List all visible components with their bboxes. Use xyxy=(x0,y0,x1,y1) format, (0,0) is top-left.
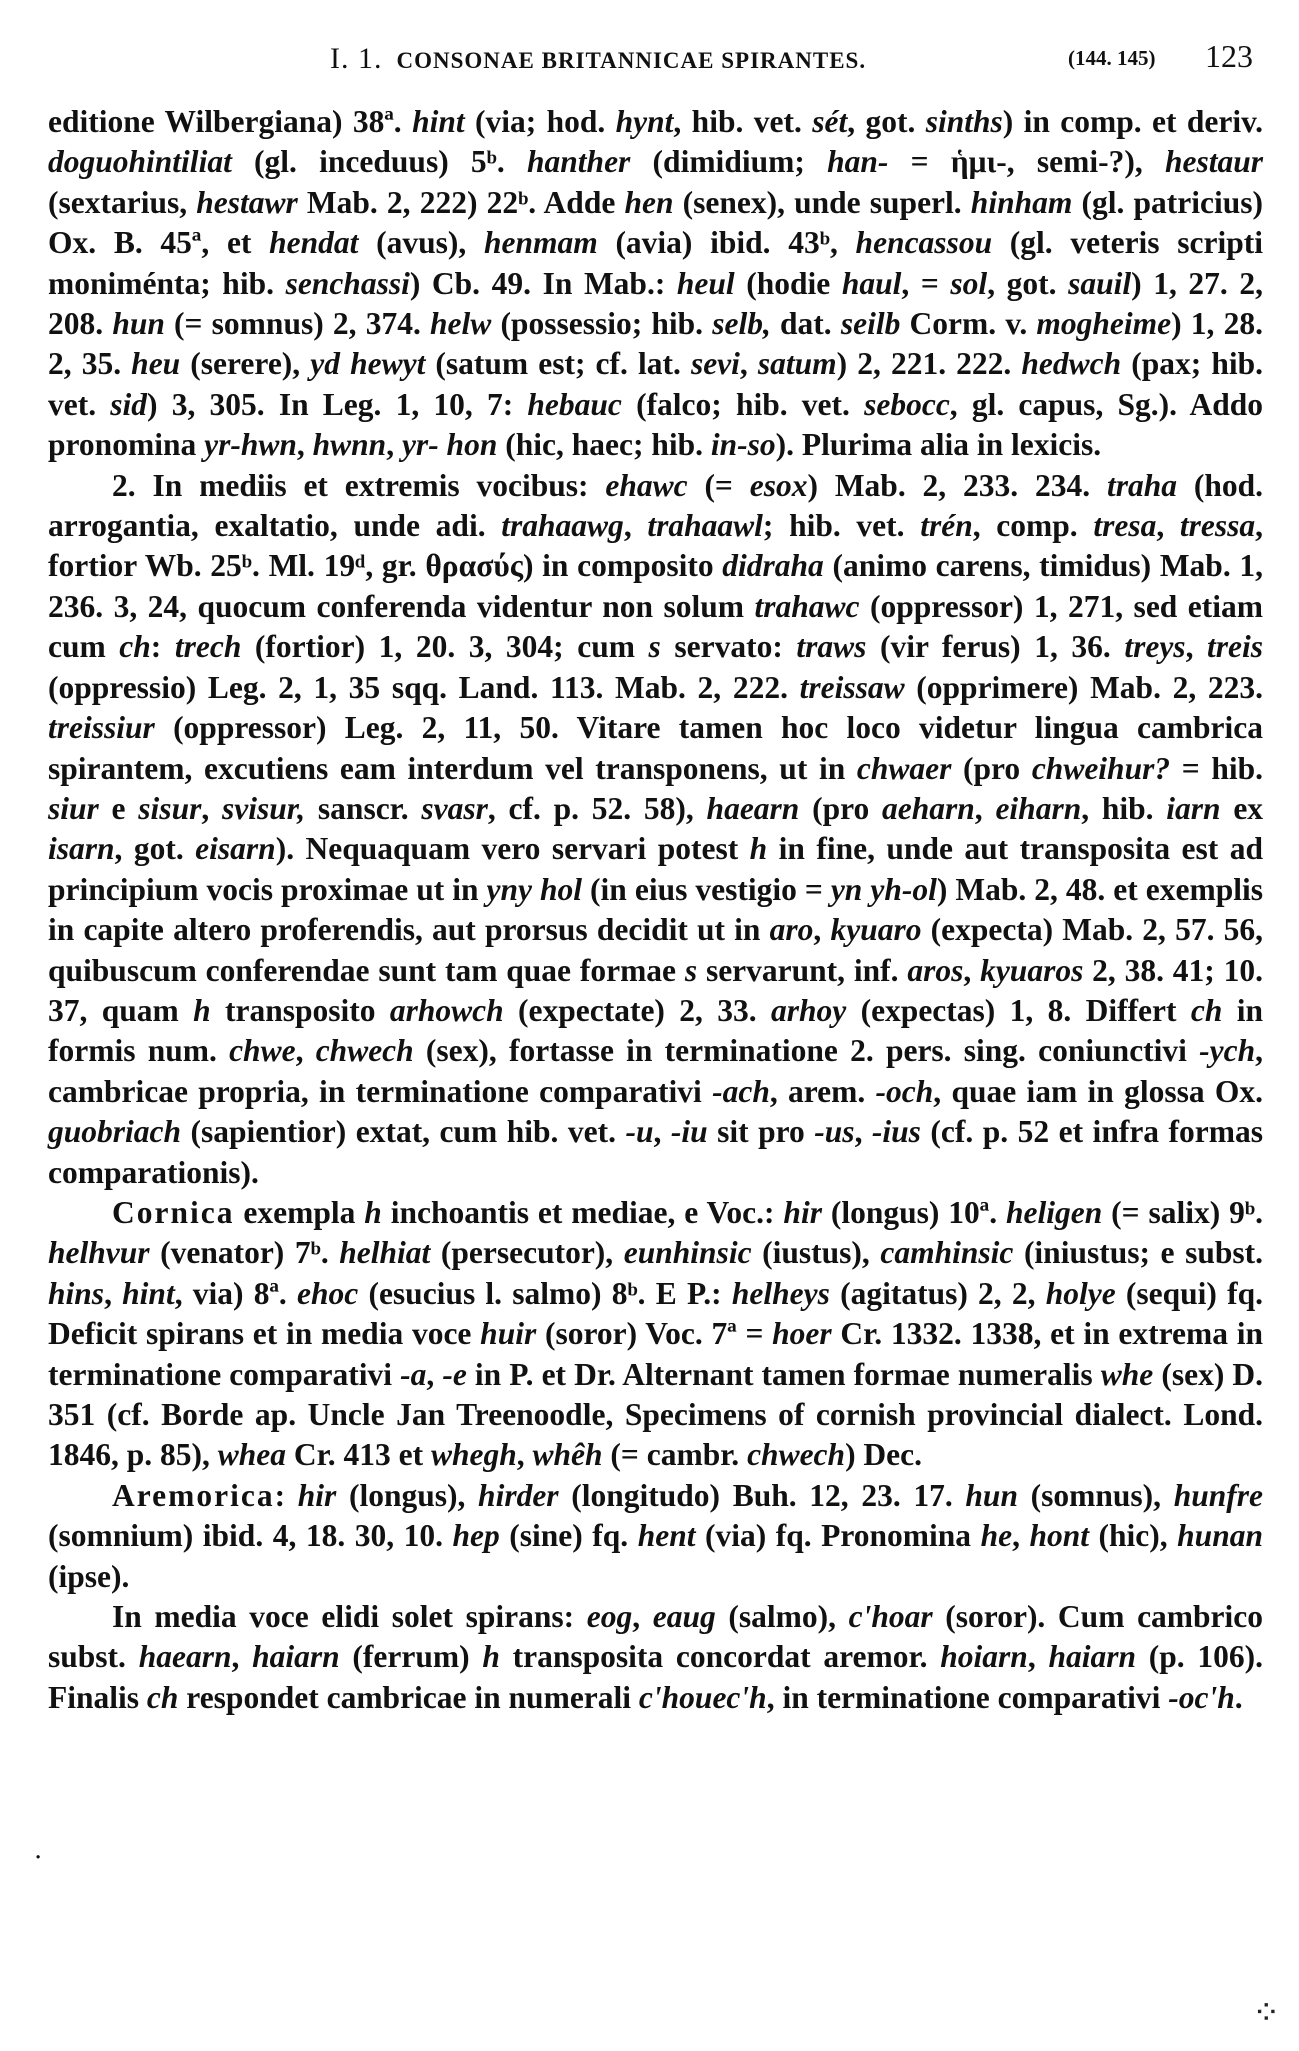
italic-term: huir xyxy=(480,1316,537,1352)
italic-term: -ach xyxy=(712,1073,770,1109)
text-run: ) Mab. 2, 233. 234. xyxy=(807,467,1107,503)
italic-term: heu xyxy=(131,346,181,382)
italic-term: helw xyxy=(430,306,492,342)
italic-term: han- xyxy=(827,144,889,180)
italic-term: eaug xyxy=(652,1599,716,1635)
italic-term: traha xyxy=(1106,467,1177,503)
italic-term: svasr xyxy=(421,790,488,826)
italic-term: helhvur xyxy=(48,1235,150,1271)
italic-term: -us xyxy=(814,1114,855,1150)
text-run: (agitatus) 2, 2, xyxy=(829,1275,1046,1311)
paragraph-mediis-extremis xyxy=(48,466,1263,1193)
italic-term: c'hoar xyxy=(848,1599,933,1635)
text-run: (= salix) 9ᵇ. xyxy=(1102,1194,1263,1230)
italic-term: yny hol xyxy=(486,871,583,907)
italic-term: sol xyxy=(950,265,988,301)
text-run: , xyxy=(1156,508,1180,544)
text-run: sit pro xyxy=(707,1114,815,1150)
italic-term: haiarn xyxy=(252,1639,340,1675)
italic-term: h xyxy=(482,1639,500,1675)
italic-term: heligen xyxy=(1006,1194,1103,1230)
italic-term: hunfre xyxy=(1173,1477,1263,1513)
text-run: (opprimere) Mab. 2, 223. xyxy=(904,669,1263,705)
italic-term: seilb xyxy=(840,306,901,342)
text-run: (pro xyxy=(799,790,883,826)
italic-term: ehoc xyxy=(297,1275,359,1311)
text-run: (ipse). xyxy=(48,1558,130,1594)
text-run: , xyxy=(813,912,831,948)
header-section-roman: I. 1. xyxy=(330,42,383,75)
italic-term: arhoy xyxy=(770,992,847,1028)
text-run: (persecutor), xyxy=(430,1235,624,1271)
italic-term: hir xyxy=(783,1194,822,1230)
text-run: (venator) 7ᵇ. xyxy=(149,1235,340,1271)
spaced-heading: Cornica xyxy=(112,1194,235,1230)
text-run: In media voce elidi solet spirans: xyxy=(112,1599,587,1635)
italic-term: treissaw xyxy=(799,669,905,705)
text-run: in formis num. xyxy=(48,992,1263,1069)
text-run: (soror) Voc. 7ª = xyxy=(536,1316,773,1352)
text-run: (sextarius, xyxy=(48,184,197,220)
body-text xyxy=(48,102,1263,1718)
italic-term: hynt xyxy=(615,104,674,139)
italic-term: didraha xyxy=(722,548,824,584)
text-run: servarunt, inf. xyxy=(697,952,908,988)
italic-term: trahaawl xyxy=(647,508,763,544)
text-run: (sapientior) extat, cum hib. vet. xyxy=(181,1114,626,1150)
italic-term: eiharn xyxy=(995,790,1082,826)
text-run: (pax; hib. vet. xyxy=(48,346,1263,422)
text-run: (sequi) fq. Deficit spirans et in media voce xyxy=(48,1275,1263,1352)
text-run: , xyxy=(653,1114,671,1150)
spaced-heading: Aremorica xyxy=(112,1477,275,1513)
italic-term: hendat xyxy=(269,225,359,261)
text-run: (falco; hib. vet. xyxy=(621,386,865,422)
italic-term: in-so xyxy=(710,427,776,463)
italic-term: -ych xyxy=(1199,1033,1256,1069)
text-run: (hic), xyxy=(1089,1518,1178,1554)
italic-term: hun xyxy=(112,306,165,342)
text-run: , fortior Wb. 25ᵇ. Ml. 19ᵈ, gr. θρασύς) in composito xyxy=(48,508,1264,584)
text-run: , xyxy=(1185,629,1207,665)
text-run: transposito xyxy=(210,992,390,1028)
text-run: , xyxy=(632,1599,653,1635)
italic-term: hebauc xyxy=(527,386,622,422)
italic-term: camhinsic xyxy=(880,1235,1014,1271)
italic-term: ch xyxy=(119,629,151,665)
text-run: 2. In mediis et extremis vocibus: xyxy=(112,467,606,503)
text-run: (via; hod. xyxy=(464,104,616,139)
text-run: (dimidium; xyxy=(630,144,828,180)
text-run: sanscr. xyxy=(305,790,422,826)
italic-term: he xyxy=(980,1518,1013,1554)
text-run: (soror). Cum cambrico subst. xyxy=(48,1599,1264,1675)
text-run: (oppressor) Leg. 2, 11, 50. Vitare tamen hoc loco videtur lingua cambrica spirantem, excutiens eam interdum vel transponens, ut in xyxy=(48,710,1263,786)
italic-term: trahaawg xyxy=(501,508,624,544)
italic-term: hont xyxy=(1029,1518,1090,1554)
text-run: (expectate) 2, 33. xyxy=(503,992,771,1028)
italic-term: haiarn xyxy=(1048,1639,1137,1675)
corner-blot: ⁘ xyxy=(1252,1993,1281,2033)
italic-term: isarn xyxy=(48,831,115,867)
italic-term: sebocc xyxy=(864,386,950,422)
text-run: (satum est; cf. lat. xyxy=(425,346,691,382)
text-run: (gl. veteris scripti moniménta; hib. xyxy=(48,225,1263,301)
italic-term: chweihur? xyxy=(1031,750,1171,786)
text-run: Cr. 1332. 1338, et in extrema in terminatione comparativi xyxy=(48,1316,1263,1392)
italic-term: -oc'h xyxy=(1168,1679,1235,1715)
italic-term: treys xyxy=(1124,629,1186,665)
italic-term: traws xyxy=(796,629,867,665)
text-run: , xyxy=(516,1437,533,1473)
italic-term: guobriach xyxy=(48,1114,182,1150)
text-run: Corm. v. xyxy=(900,306,1037,342)
text-run: , xyxy=(739,346,758,382)
italic-term: hep xyxy=(452,1518,500,1554)
text-run: (salmo), xyxy=(715,1599,849,1635)
text-run: , xyxy=(386,427,402,463)
page-number: 123 xyxy=(1205,38,1253,74)
italic-term: kyuaro xyxy=(830,912,922,948)
italic-term: hanther xyxy=(527,144,631,180)
italic-term: whêh xyxy=(532,1437,603,1473)
italic-term: kyuaros xyxy=(980,952,1084,988)
margin-dot: · xyxy=(34,1843,43,1873)
text-run: (sex) D. 351 (cf. Borde ap. Uncle Jan Treenoodle, Specimens of cornish provincial dialect. Lond. 1846, p. 85), xyxy=(48,1356,1264,1473)
italic-term: trén xyxy=(920,508,973,544)
text-run: (somnium) ibid. 4, 18. 30, 10. xyxy=(48,1518,453,1554)
italic-term: hestaur xyxy=(1164,144,1263,180)
text-run: , got. xyxy=(987,265,1069,301)
italic-term: henmam xyxy=(483,225,598,261)
running-header xyxy=(0,34,1299,74)
italic-term: sisur xyxy=(138,790,202,826)
text-run: Mab. 2, 222) 22ᵇ. Adde xyxy=(297,184,625,220)
text-run: (longus) 10ª. xyxy=(821,1194,1006,1230)
text-run: editione Wilbergiana) 38ª. xyxy=(48,104,413,139)
text-run: ) Dec. xyxy=(845,1437,923,1473)
text-run: (sine) fq. xyxy=(499,1518,638,1554)
italic-term: trech xyxy=(174,629,242,665)
text-run: , gl. capus, Sg.). Addo pronomina xyxy=(48,386,1263,463)
paragraph-aremorica xyxy=(48,1476,1263,1597)
italic-term: -a xyxy=(400,1356,427,1392)
text-run: , xyxy=(963,952,981,988)
header-title xyxy=(330,42,866,76)
text-run: (p. 106). Finalis xyxy=(48,1639,1264,1715)
text-run: ) 1, 28. 2, 35. xyxy=(48,306,1263,382)
text-run: (possessio; hib. xyxy=(491,306,713,342)
text-run: respondet cambricae in numerali xyxy=(178,1679,639,1715)
italic-term: chwe xyxy=(229,1033,296,1069)
text-run: (in eius vestigio = xyxy=(582,871,831,907)
italic-term: s xyxy=(648,629,661,665)
italic-term: hen xyxy=(624,184,674,220)
text-run: (gl. patricius) Ox. B. 45ª, et xyxy=(48,184,1263,261)
italic-term: senchassi xyxy=(285,265,410,301)
italic-term: trahawc xyxy=(754,588,860,624)
italic-term: hedwch xyxy=(1021,346,1122,382)
italic-term: tresa xyxy=(1093,508,1157,544)
text-run: , quae iam in glossa Ox. xyxy=(933,1073,1263,1109)
header-section-numbers: (144. 145) xyxy=(1068,46,1156,70)
italic-term: ch xyxy=(146,1679,179,1715)
italic-term: ch xyxy=(1190,992,1223,1028)
italic-term: hoiarn xyxy=(940,1639,1028,1675)
text-run: (somnus), xyxy=(1017,1477,1174,1513)
italic-term: hirder xyxy=(478,1477,559,1513)
text-run: (hic, haec; hib. xyxy=(497,427,711,463)
text-run: , = xyxy=(901,265,951,301)
text-run: e xyxy=(98,790,139,826)
italic-term: haearn xyxy=(706,790,800,826)
text-run: , hib. vet. xyxy=(673,104,813,139)
text-run: , cambricae propria, in terminatione comparativi xyxy=(48,1033,1264,1109)
text-run: (avus), xyxy=(358,225,484,261)
italic-term: iarn xyxy=(1166,790,1221,826)
text-run: (serere), xyxy=(180,346,311,382)
italic-term: holye xyxy=(1045,1275,1116,1311)
italic-term: hint xyxy=(412,104,465,139)
text-run: . xyxy=(1234,1679,1243,1715)
text-run: (avia) ibid. 43ᵇ, xyxy=(597,225,856,261)
text-run: (longitudo) Buh. 12, 23. 17. xyxy=(558,1477,966,1513)
italic-term: esox xyxy=(749,467,808,503)
italic-term: h xyxy=(193,992,211,1028)
text-run: , via) 8ª. xyxy=(174,1275,298,1311)
italic-term: hencassou xyxy=(855,225,993,261)
italic-term: -e xyxy=(442,1356,467,1392)
text-run: , comp. xyxy=(972,508,1094,544)
text-run: in P. et Dr. Alternant tamen formae numeralis xyxy=(466,1356,1101,1392)
italic-term: hins xyxy=(48,1275,105,1311)
italic-term: -ius xyxy=(871,1114,921,1150)
text-run: , xyxy=(1012,1518,1030,1554)
italic-term: chwaer xyxy=(856,750,952,786)
text-run: , xyxy=(295,1033,316,1069)
italic-term: whea xyxy=(217,1437,287,1473)
text-run: , xyxy=(623,508,648,544)
italic-term: chwech xyxy=(315,1033,414,1069)
italic-term: satum xyxy=(757,346,837,382)
italic-term: selb, xyxy=(712,306,771,342)
text-run: Cr. 413 et xyxy=(286,1437,431,1473)
text-run: (sex), fortasse in terminatione 2. pers. sing. coniunctivi xyxy=(413,1033,1200,1069)
italic-term: svisur, xyxy=(221,790,306,826)
text-run: , xyxy=(426,1356,443,1392)
text-run: ) Mab. 2, 48. et exemplis in capite altero proferendis, aut prorsus decidit ut in xyxy=(48,871,1263,948)
italic-term: ehawc xyxy=(605,467,688,503)
italic-term: haul xyxy=(841,265,902,301)
italic-term: hwnn xyxy=(312,427,387,463)
text-run: , arem. xyxy=(769,1073,876,1109)
text-run: exempla xyxy=(234,1194,365,1230)
text-run: (fortior) 1, 20. 3, 304; cum xyxy=(241,629,649,665)
italic-term: treissiur xyxy=(48,710,155,746)
text-run: ) Cb. 49. In Mab.: xyxy=(409,265,677,301)
text-run: , in terminatione comparativi xyxy=(766,1679,1169,1715)
text-run: (iustus), xyxy=(751,1235,881,1271)
italic-term: sinths xyxy=(925,104,1003,139)
text-run: (pro xyxy=(951,750,1032,786)
italic-term: hunan xyxy=(1177,1518,1263,1554)
text-run: ex xyxy=(1220,790,1264,826)
text-run: , xyxy=(201,790,222,826)
italic-term: heul xyxy=(676,265,735,301)
text-run: ) 3, 305. In Leg. 1, 10, 7: xyxy=(147,386,528,422)
italic-term: aros xyxy=(907,952,964,988)
italic-term: siur xyxy=(48,790,99,826)
text-run: servato: xyxy=(660,629,797,665)
text-run: (esucius l. salmo) 8ᵇ. E P.: xyxy=(358,1275,732,1311)
text-run: transposita concordat aremor. xyxy=(499,1639,941,1675)
text-run: , got. xyxy=(114,831,196,867)
text-run: (= somnus) 2, 374. xyxy=(164,306,430,342)
italic-term: whegh xyxy=(430,1437,517,1473)
text-run: : xyxy=(274,1477,298,1513)
italic-term: hir xyxy=(297,1477,337,1513)
italic-term: -iu xyxy=(670,1114,708,1150)
italic-term: aeharn xyxy=(882,790,975,826)
text-run: , xyxy=(296,427,313,463)
text-run: (= xyxy=(687,467,750,503)
italic-term: hoer xyxy=(772,1316,832,1352)
text-run: 2, 38. 41; 10. 37, quam xyxy=(48,952,1263,1028)
italic-term: haearn xyxy=(138,1639,232,1675)
italic-term: hent xyxy=(637,1518,696,1554)
italic-term: eisarn xyxy=(195,831,276,867)
text-run: (hod. arrogantia, exaltatio, unde adi. xyxy=(48,467,1263,544)
italic-term: h xyxy=(749,831,768,867)
italic-term: hint xyxy=(122,1275,175,1311)
italic-term: eunhinsic xyxy=(623,1235,752,1271)
text-run: ; hib. vet. xyxy=(762,508,921,544)
text-run: (cf. p. 52 et infra formas comparationis). xyxy=(48,1114,1264,1190)
italic-term: s xyxy=(684,952,698,988)
text-run: , got. xyxy=(847,104,926,139)
italic-term: h xyxy=(364,1194,382,1230)
text-run: = ἡμι-, semi-?), xyxy=(888,144,1165,180)
text-run: , cf. p. 52. 58), xyxy=(487,790,707,826)
text-run: (hodie xyxy=(734,265,842,301)
paragraph-media-voce xyxy=(48,1597,1263,1718)
italic-term: sid xyxy=(110,386,148,422)
text-run: (iniustus; e subst. xyxy=(1013,1235,1264,1271)
italic-term: sevi xyxy=(690,346,740,382)
text-run: , xyxy=(1027,1639,1049,1675)
text-run: ). Plurima alia in lexicis. xyxy=(775,427,1102,463)
text-run: (gl. inceduus) 5ᵇ. xyxy=(231,144,528,180)
italic-term: yr- hon xyxy=(401,427,498,463)
text-run: (vir ferus) 1, 36. xyxy=(866,629,1125,665)
text-run: , xyxy=(104,1275,123,1311)
italic-term: hinham xyxy=(970,184,1073,220)
text-run: : xyxy=(150,629,175,665)
text-run: (ferrum) xyxy=(339,1639,483,1675)
paragraph-cornica xyxy=(48,1193,1263,1476)
text-run: inchoantis et mediae, e Voc.: xyxy=(381,1194,784,1230)
italic-term: hun xyxy=(965,1477,1018,1513)
italic-term: mogheime xyxy=(1036,306,1172,342)
italic-term: hestawr xyxy=(196,184,298,220)
italic-term: sauil xyxy=(1068,265,1132,301)
header-title-text: CONSONAE BRITANNICAE SPIRANTES. xyxy=(396,48,867,73)
italic-term: whe xyxy=(1100,1356,1154,1392)
italic-term: arhowch xyxy=(389,992,504,1028)
italic-term: -u xyxy=(625,1114,654,1150)
text-run: , hib. xyxy=(1081,790,1167,826)
text-run: (oppressio) Leg. 2, 1, 35 sqq. Land. 113. Mab. 2, 222. xyxy=(48,669,800,705)
italic-term: helhiat xyxy=(339,1235,431,1271)
italic-term: c'houec'h xyxy=(638,1679,767,1715)
text-run: (animo carens, timidus) Mab. 1, 236. 3, 24, quocum conferenda videntur non solum xyxy=(48,548,1264,624)
italic-term: yn yh-ol xyxy=(830,871,937,907)
italic-term: yd hewyt xyxy=(310,346,426,382)
text-run: (= cambr. xyxy=(602,1437,748,1473)
italic-term: aro xyxy=(769,912,814,948)
italic-term: yr-hwn xyxy=(204,427,297,463)
text-run: (oppressor) 1, 271, sed etiam cum xyxy=(48,588,1263,665)
italic-term: treis xyxy=(1207,629,1264,665)
text-run: (expectas) 1, 8. Differt xyxy=(846,992,1191,1028)
italic-term: chwech xyxy=(747,1437,846,1473)
text-run: = hib. xyxy=(1170,750,1263,786)
text-run: (senex), unde superl. xyxy=(673,184,971,220)
text-run: , xyxy=(231,1639,253,1675)
italic-term: helheys xyxy=(731,1275,830,1311)
text-run: , xyxy=(854,1114,872,1150)
text-run: (via) fq. Pronomina xyxy=(695,1518,981,1554)
italic-term: eog xyxy=(586,1599,633,1635)
text-run: dat. xyxy=(770,306,841,342)
text-run: ). Nequaquam vero servari potest xyxy=(275,831,750,867)
text-run: (longus), xyxy=(336,1477,479,1513)
italic-term: -och xyxy=(875,1073,934,1109)
text-run: ) 1, 27. 2, 208. xyxy=(48,265,1263,342)
italic-term: doguohintiliat xyxy=(48,144,232,180)
text-run: (expecta) Mab. 2, 57. 56, quibuscum conferendae sunt tam quae formae xyxy=(48,912,1263,988)
text-run: , xyxy=(974,790,996,826)
paragraph-wilbergiana xyxy=(48,102,1263,466)
text-run: ) in comp. et deriv. xyxy=(1002,104,1263,139)
text-run: in fine, unde aut transposita est ad principium vocis proximae ut in xyxy=(48,831,1263,907)
italic-term: sét xyxy=(812,104,848,139)
text-run: ) 2, 221. 222. xyxy=(836,346,1022,382)
italic-term: tressa xyxy=(1179,508,1256,544)
